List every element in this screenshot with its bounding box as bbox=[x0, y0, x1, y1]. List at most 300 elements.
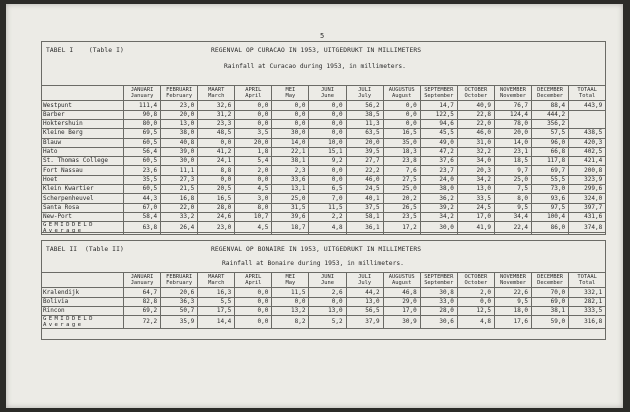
average-cell: 59,0 bbox=[532, 316, 569, 329]
column-header-en: Total bbox=[579, 280, 596, 287]
rainfall-cell: 45,5 bbox=[420, 129, 457, 138]
average-cell: 30,0 bbox=[420, 222, 457, 235]
rainfall-cell: 8,8 bbox=[198, 166, 235, 175]
average-cell: 26,4 bbox=[161, 222, 198, 235]
rainfall-cell: 3,5 bbox=[235, 129, 272, 138]
rainfall-cell: 0,0 bbox=[309, 120, 346, 129]
rainfall-cell: 93,6 bbox=[532, 194, 569, 203]
column-header-nl: FEBRUARI bbox=[166, 274, 193, 280]
station-name: Scherpenheuvel bbox=[42, 194, 124, 203]
rainfall-cell: 443,9 bbox=[569, 101, 606, 110]
table-row bbox=[42, 129, 606, 138]
rainfall-cell: 31,0 bbox=[457, 138, 494, 147]
column-header-nl: MEI bbox=[285, 87, 296, 93]
average-row bbox=[42, 316, 606, 329]
rainfall-cell: 64,7 bbox=[124, 288, 161, 297]
table-row bbox=[42, 166, 606, 175]
rainfall-cell: 22,0 bbox=[457, 120, 494, 129]
rainfall-cell: 0,0 bbox=[383, 101, 420, 110]
rainfall-cell: 14,0 bbox=[494, 138, 531, 147]
corner-header-cell bbox=[42, 86, 124, 101]
rainfall-cell: 88,4 bbox=[532, 101, 569, 110]
rainfall-cell: 431,6 bbox=[569, 212, 606, 221]
rainfall-cell: 23,5 bbox=[383, 212, 420, 221]
column-header bbox=[569, 86, 606, 101]
station-name: Westpunt bbox=[42, 101, 124, 110]
column-header-en: September bbox=[424, 280, 454, 287]
column-header-nl: AUGUSTUS bbox=[388, 274, 415, 280]
column-header-en: January bbox=[130, 93, 154, 100]
average-cell: 35,9 bbox=[161, 316, 198, 329]
rainfall-cell: 22,6 bbox=[494, 288, 531, 297]
table-row bbox=[42, 297, 606, 306]
rainfall-cell: 70,0 bbox=[532, 288, 569, 297]
average-cell: 86,0 bbox=[532, 222, 569, 235]
column-header bbox=[124, 86, 161, 101]
station-name: Bolivia bbox=[42, 297, 124, 306]
rainfall-cell: 18,0 bbox=[494, 307, 531, 316]
average-cell: 4,8 bbox=[457, 316, 494, 329]
rainfall-cell: 46,0 bbox=[346, 175, 383, 184]
column-header-nl: SEPTEMBER bbox=[424, 87, 454, 93]
station-name: Kleine Berg bbox=[42, 129, 124, 138]
rainfall-cell: 332,1 bbox=[569, 288, 606, 297]
rainfall-cell: 20,0 bbox=[235, 138, 272, 147]
table1-title-nl: REGENVAL OP CURACAO IN 1953, UITGEDRUKT IN MILLIMETERS bbox=[211, 47, 422, 54]
rainfall-cell: 31,2 bbox=[198, 110, 235, 119]
column-header-nl: JUNI bbox=[321, 87, 334, 93]
column-header-nl: MAART bbox=[208, 274, 225, 280]
station-name: Rincon bbox=[42, 307, 124, 316]
rainfall-cell: 1,8 bbox=[235, 147, 272, 156]
average-cell: 17,6 bbox=[494, 316, 531, 329]
column-header bbox=[494, 273, 531, 288]
rainfall-cell: 16,5 bbox=[198, 194, 235, 203]
rainfall-cell: 23,0 bbox=[161, 101, 198, 110]
rainfall-cell: 33,5 bbox=[457, 194, 494, 203]
average-cell: 63,8 bbox=[124, 222, 161, 235]
rainfall-cell: 0,0 bbox=[309, 166, 346, 175]
table-row bbox=[42, 120, 606, 129]
average-cell: 36,1 bbox=[346, 222, 383, 235]
rainfall-cell: 80,0 bbox=[124, 120, 161, 129]
rainfall-cell: 356,2 bbox=[532, 120, 569, 129]
table-row bbox=[42, 185, 606, 194]
table-row bbox=[42, 138, 606, 147]
average-cell: 41,9 bbox=[457, 222, 494, 235]
rainfall-cell: 40,1 bbox=[346, 194, 383, 203]
rainfall-cell: 11,5 bbox=[272, 288, 309, 297]
rainfall-cell: 0,0 bbox=[272, 101, 309, 110]
rainfall-cell: 8,0 bbox=[494, 194, 531, 203]
table-row bbox=[42, 110, 606, 119]
rainfall-cell: 33,2 bbox=[161, 212, 198, 221]
rainfall-cell: 34,0 bbox=[457, 157, 494, 166]
average-cell: 18,7 bbox=[272, 222, 309, 235]
table2-header-row bbox=[42, 273, 606, 288]
table-row bbox=[42, 288, 606, 297]
rainfall-cell: 46,0 bbox=[457, 129, 494, 138]
column-header bbox=[309, 86, 346, 101]
rainfall-cell: 22,0 bbox=[161, 203, 198, 212]
average-label-en: Average bbox=[43, 322, 84, 329]
rainfall-cell: 10,0 bbox=[309, 138, 346, 147]
average-cell: 23,0 bbox=[198, 222, 235, 235]
column-header-en: August bbox=[391, 93, 412, 100]
rainfall-cell: 78,0 bbox=[494, 120, 531, 129]
column-header-en: April bbox=[245, 280, 262, 287]
rainfall-cell: 0,0 bbox=[235, 297, 272, 306]
rainfall-cell: 0,0 bbox=[235, 101, 272, 110]
column-header bbox=[383, 86, 420, 101]
rainfall-cell: 24,6 bbox=[198, 212, 235, 221]
rainfall-cell: 20,6 bbox=[161, 288, 198, 297]
rainfall-cell: 100,4 bbox=[532, 212, 569, 221]
rainfall-cell: 35,0 bbox=[383, 138, 420, 147]
column-header-nl: JUNI bbox=[321, 274, 334, 280]
rainfall-cell: 22,1 bbox=[272, 147, 309, 156]
rainfall-cell: 46,8 bbox=[383, 288, 420, 297]
rainfall-cell: 25,0 bbox=[494, 175, 531, 184]
rainfall-cell: 32,6 bbox=[198, 101, 235, 110]
column-header-nl: JANUARI bbox=[130, 87, 154, 93]
rainfall-cell: 14,0 bbox=[272, 138, 309, 147]
average-cell: 0,0 bbox=[235, 316, 272, 329]
rainfall-cell: 299,6 bbox=[569, 185, 606, 194]
rainfall-cell: 0,0 bbox=[309, 129, 346, 138]
rainfall-cell: 96,0 bbox=[532, 138, 569, 147]
rainfall-cell: 397,7 bbox=[569, 203, 606, 212]
rainfall-cell: 24,5 bbox=[346, 185, 383, 194]
column-header-en: November bbox=[500, 93, 526, 100]
column-header bbox=[346, 86, 383, 101]
table1-title-en: Rainfall at Curacao during 1953, in millimeters. bbox=[224, 63, 406, 70]
rainfall-cell: 0,0 bbox=[309, 175, 346, 184]
page-number: 5 bbox=[320, 32, 325, 40]
rainfall-cell: 323,9 bbox=[569, 175, 606, 184]
rainfall-cell: 40,8 bbox=[161, 138, 198, 147]
column-header-nl: TOTAAL bbox=[577, 87, 597, 93]
rainfall-cell: 36,3 bbox=[161, 297, 198, 306]
station-name: New-Port bbox=[42, 212, 124, 221]
column-header-nl: TOTAAL bbox=[577, 274, 597, 280]
rainfall-cell: 20,0 bbox=[346, 138, 383, 147]
column-header bbox=[124, 273, 161, 288]
table-row bbox=[42, 212, 606, 221]
rainfall-cell: 5,4 bbox=[235, 157, 272, 166]
rainfall-cell: 0,0 bbox=[235, 288, 272, 297]
table1-label: TABEL I bbox=[46, 47, 74, 54]
rainfall-cell: 13,1 bbox=[272, 185, 309, 194]
average-cell: 30,9 bbox=[383, 316, 420, 329]
rainfall-cell: 23,8 bbox=[383, 157, 420, 166]
rainfall-cell: 0,0 bbox=[198, 175, 235, 184]
column-header-nl: SEPTEMBER bbox=[424, 274, 454, 280]
rainfall-cell: 11,5 bbox=[309, 203, 346, 212]
column-header bbox=[420, 273, 457, 288]
rainfall-cell: 38,1 bbox=[532, 307, 569, 316]
average-cell: 374,8 bbox=[569, 222, 606, 235]
rainfall-cell: 0,0 bbox=[272, 120, 309, 129]
column-header bbox=[235, 86, 272, 101]
rainfall-cell: 20,2 bbox=[383, 194, 420, 203]
average-cell: 8,2 bbox=[272, 316, 309, 329]
rainfall-cell: 24,0 bbox=[420, 175, 457, 184]
rainfall-cell: 111,4 bbox=[124, 101, 161, 110]
rainfall-cell: 0,0 bbox=[272, 110, 309, 119]
rainfall-cell: 16,3 bbox=[198, 288, 235, 297]
rainfall-cell: 27,7 bbox=[346, 157, 383, 166]
rainfall-cell: 35,5 bbox=[124, 175, 161, 184]
table2-heading bbox=[46, 246, 124, 253]
column-header bbox=[161, 273, 198, 288]
rainfall-cell: 12,5 bbox=[457, 307, 494, 316]
rainfall-cell: 66,8 bbox=[532, 147, 569, 156]
rainfall-cell: 444,2 bbox=[532, 110, 569, 119]
rainfall-cell: 22,8 bbox=[457, 110, 494, 119]
rainfall-cell: 20,5 bbox=[198, 185, 235, 194]
column-header-nl: JULI bbox=[358, 87, 372, 93]
rainfall-cell: 56,4 bbox=[124, 147, 161, 156]
column-header-en: December bbox=[537, 280, 564, 287]
column-header-en: May bbox=[285, 280, 296, 287]
average-row bbox=[42, 222, 606, 235]
rainfall-cell: 18,3 bbox=[383, 147, 420, 156]
rainfall-cell: 69,2 bbox=[124, 307, 161, 316]
rainfall-cell: 24,5 bbox=[457, 203, 494, 212]
column-header-en: July bbox=[358, 280, 372, 287]
rainfall-cell: 58,1 bbox=[346, 212, 383, 221]
rainfall-cell: 30,0 bbox=[272, 129, 309, 138]
column-header-en: June bbox=[321, 93, 334, 100]
rainfall-cell: 10,7 bbox=[235, 212, 272, 221]
table-row bbox=[42, 307, 606, 316]
rainfall-cell: 2,2 bbox=[309, 212, 346, 221]
rainfall-cell: 333,5 bbox=[569, 307, 606, 316]
table2-label-en: (Table II) bbox=[84, 246, 124, 253]
rainfall-cell: 63,5 bbox=[346, 129, 383, 138]
station-name: Hoktershuin bbox=[42, 120, 124, 129]
rainfall-cell: 2,0 bbox=[235, 166, 272, 175]
column-header-nl: OCTOBER bbox=[464, 274, 488, 280]
rainfall-cell: 282,1 bbox=[569, 297, 606, 306]
average-label-nl: GEMIDDELD bbox=[43, 222, 95, 229]
corner-header-cell bbox=[42, 273, 124, 288]
column-header-en: October bbox=[464, 280, 488, 287]
column-header-nl: FEBRUARI bbox=[166, 87, 193, 93]
rainfall-cell: 69,5 bbox=[124, 129, 161, 138]
rainfall-cell: 26,5 bbox=[383, 203, 420, 212]
column-header bbox=[198, 273, 235, 288]
table1-heading bbox=[46, 47, 124, 54]
rainfall-cell: 7,5 bbox=[494, 185, 531, 194]
rainfall-cell: 90,8 bbox=[124, 110, 161, 119]
rainfall-cell: 38,0 bbox=[161, 129, 198, 138]
rainfall-cell: 41,2 bbox=[198, 147, 235, 156]
table2-title-nl: REGENVAL OP BONAIRE IN 1953, UITGEDRUKT IN MILLIMETERS bbox=[211, 246, 422, 253]
rainfall-cell: 200,8 bbox=[569, 166, 606, 175]
rainfall-cell: 9,2 bbox=[309, 157, 346, 166]
average-label bbox=[42, 222, 124, 235]
column-header-nl: JULI bbox=[358, 274, 372, 280]
rainfall-cell: 324,0 bbox=[569, 194, 606, 203]
rainfall-cell: 39,6 bbox=[272, 212, 309, 221]
rainfall-cell: 0,0 bbox=[272, 297, 309, 306]
rainfall-cell: 7,6 bbox=[383, 166, 420, 175]
rainfall-cell: 0,0 bbox=[383, 120, 420, 129]
average-cell: 72,2 bbox=[124, 316, 161, 329]
rainfall-cell: 20,0 bbox=[161, 110, 198, 119]
table-row bbox=[42, 194, 606, 203]
average-cell: 5,2 bbox=[309, 316, 346, 329]
rainfall-cell: 6,5 bbox=[309, 185, 346, 194]
rainfall-cell: 38,5 bbox=[346, 110, 383, 119]
table-row bbox=[42, 203, 606, 212]
rainfall-cell: 9,5 bbox=[494, 203, 531, 212]
rainfall-cell: 16,8 bbox=[161, 194, 198, 203]
average-cell: 4,8 bbox=[309, 222, 346, 235]
rainfall-cell: 94,6 bbox=[420, 120, 457, 129]
rainfall-cell: 2,3 bbox=[272, 166, 309, 175]
rainfall-cell: 9,5 bbox=[494, 297, 531, 306]
rainfall-cell: 37,6 bbox=[420, 157, 457, 166]
rainfall-cell: 22,2 bbox=[346, 166, 383, 175]
rainfall-cell: 67,0 bbox=[124, 203, 161, 212]
rainfall-cell: 57,5 bbox=[532, 129, 569, 138]
rainfall-cell: 60,5 bbox=[124, 138, 161, 147]
rainfall-cell: 40,9 bbox=[457, 101, 494, 110]
rainfall-cell: 13,0 bbox=[309, 307, 346, 316]
column-header-en: October bbox=[464, 93, 488, 100]
column-header bbox=[309, 273, 346, 288]
average-label bbox=[42, 316, 124, 329]
rainfall-cell: 56,5 bbox=[346, 307, 383, 316]
column-header-en: May bbox=[285, 93, 296, 100]
table2-title-en: Rainfall at Bonaire during 1953, in millimeters. bbox=[222, 260, 404, 267]
table1-header-row bbox=[42, 86, 606, 101]
column-header-nl: JANUARI bbox=[130, 274, 154, 280]
rainfall-cell: 0,0 bbox=[309, 101, 346, 110]
rainfall-cell: 421,4 bbox=[569, 157, 606, 166]
column-header bbox=[457, 273, 494, 288]
column-header-en: March bbox=[208, 93, 225, 100]
rainfall-cell: 37,5 bbox=[346, 203, 383, 212]
rainfall-cell: 44,2 bbox=[346, 288, 383, 297]
table1 bbox=[41, 85, 606, 235]
average-cell: 30,6 bbox=[420, 316, 457, 329]
rainfall-cell: 21,5 bbox=[161, 185, 198, 194]
rainfall-cell: 0,0 bbox=[235, 110, 272, 119]
rainfall-cell: 97,5 bbox=[532, 203, 569, 212]
rainfall-cell: 28,0 bbox=[198, 203, 235, 212]
rainfall-cell: 0,0 bbox=[235, 120, 272, 129]
rainfall-cell: 38,1 bbox=[272, 157, 309, 166]
rainfall-cell: 39,2 bbox=[420, 203, 457, 212]
rainfall-cell: 8,0 bbox=[235, 203, 272, 212]
rainfall-cell: 122,5 bbox=[420, 110, 457, 119]
rainfall-cell: 25,0 bbox=[272, 194, 309, 203]
rainfall-cell: 20,0 bbox=[494, 129, 531, 138]
column-header-en: March bbox=[208, 280, 225, 287]
rainfall-cell: 23,3 bbox=[198, 120, 235, 129]
column-header bbox=[494, 86, 531, 101]
column-header-nl: DECEMBER bbox=[537, 274, 564, 280]
rainfall-cell: 0,0 bbox=[457, 297, 494, 306]
column-header-nl: APRIL bbox=[245, 87, 262, 93]
table-row bbox=[42, 157, 606, 166]
rainfall-cell: 124,4 bbox=[494, 110, 531, 119]
rainfall-cell: 15,1 bbox=[309, 147, 346, 156]
rainfall-cell: 27,5 bbox=[383, 175, 420, 184]
rainfall-cell: 44,3 bbox=[124, 194, 161, 203]
station-name: Blauw bbox=[42, 138, 124, 147]
rainfall-cell: 76,7 bbox=[494, 101, 531, 110]
rainfall-cell: 117,8 bbox=[532, 157, 569, 166]
rainfall-cell: 24,1 bbox=[198, 157, 235, 166]
rainfall-cell: 4,5 bbox=[235, 185, 272, 194]
column-header-en: January bbox=[130, 280, 154, 287]
column-header-nl: DECEMBER bbox=[537, 87, 564, 93]
rainfall-cell: 11,3 bbox=[346, 120, 383, 129]
column-header bbox=[532, 86, 569, 101]
column-header-nl: APRIL bbox=[245, 274, 262, 280]
rainfall-cell: 60,5 bbox=[124, 185, 161, 194]
rainfall-cell: 420,3 bbox=[569, 138, 606, 147]
rainfall-cell: 56,2 bbox=[346, 101, 383, 110]
rainfall-cell: 438,5 bbox=[569, 129, 606, 138]
average-cell: 37,9 bbox=[346, 316, 383, 329]
rainfall-cell: 49,0 bbox=[420, 138, 457, 147]
rainfall-cell: 55,5 bbox=[532, 175, 569, 184]
rainfall-cell: 69,7 bbox=[532, 166, 569, 175]
rainfall-cell: 34,2 bbox=[457, 175, 494, 184]
rainfall-cell: 5,5 bbox=[198, 297, 235, 306]
rainfall-cell: 20,3 bbox=[457, 166, 494, 175]
column-header bbox=[198, 86, 235, 101]
rainfall-cell: 32,2 bbox=[457, 147, 494, 156]
station-name: Hoet bbox=[42, 175, 124, 184]
rainfall-cell: 2,6 bbox=[309, 288, 346, 297]
rainfall-cell: 38,0 bbox=[420, 185, 457, 194]
rainfall-cell: 14,7 bbox=[420, 101, 457, 110]
column-header bbox=[272, 86, 309, 101]
document-page bbox=[6, 4, 623, 408]
table2-label: TABEL II bbox=[46, 246, 78, 253]
rainfall-cell: 18,5 bbox=[494, 157, 531, 166]
station-name: Fort Nassau bbox=[42, 166, 124, 175]
rainfall-cell: 50,7 bbox=[161, 307, 198, 316]
rainfall-cell: 0,0 bbox=[309, 110, 346, 119]
column-header-en: November bbox=[500, 280, 526, 287]
column-header-nl: MAART bbox=[208, 87, 225, 93]
rainfall-cell: 27,3 bbox=[161, 175, 198, 184]
column-header bbox=[272, 273, 309, 288]
rainfall-cell: 17,0 bbox=[383, 307, 420, 316]
station-name: Klein Kwartier bbox=[42, 185, 124, 194]
rainfall-cell: 30,8 bbox=[420, 288, 457, 297]
column-header-nl: MEI bbox=[285, 274, 296, 280]
table-row bbox=[42, 101, 606, 110]
rainfall-cell: 3,0 bbox=[235, 194, 272, 203]
rainfall-cell: 39,0 bbox=[161, 147, 198, 156]
column-header bbox=[569, 273, 606, 288]
column-header bbox=[161, 86, 198, 101]
rainfall-cell: 30,0 bbox=[161, 157, 198, 166]
column-header-en: August bbox=[391, 280, 412, 287]
rainfall-cell: 0,0 bbox=[235, 175, 272, 184]
column-header-en: Total bbox=[579, 93, 596, 100]
station-name: Barber bbox=[42, 110, 124, 119]
